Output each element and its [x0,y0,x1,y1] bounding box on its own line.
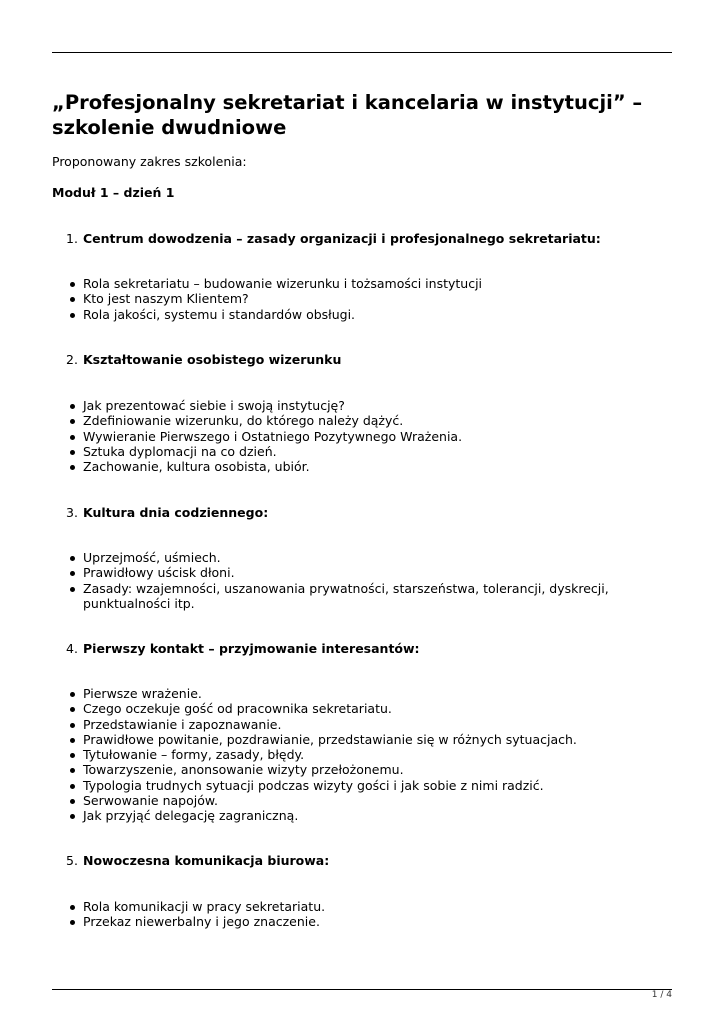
bullet-icon [70,419,75,424]
section-3-list [70,550,630,611]
list-item: Rola komunikacji w pracy sekretariatu. [70,899,630,914]
section-title: Kultura dnia codziennego: [83,505,269,520]
list-item: Rola jakości, systemu i standardów obsługi. [70,307,630,322]
bullet-icon [70,556,75,561]
bullet-icon [70,753,75,758]
section-4-list [70,686,630,824]
list-item: Rola sekretariatu – budowanie wizerunku i tożsamości instytucji [70,276,630,291]
section-2-list [70,398,630,474]
list-item: Sztuka dyplomacji na co dzień. [70,444,630,459]
list-item: Tytułowanie – formy, zasady, błędy. [70,747,630,762]
bullet-icon [70,768,75,773]
section-heading-1 [66,231,601,246]
section-title: Pierwszy kontakt – przyjmowanie interesantów: [83,641,420,656]
intro-text: Proponowany zakres szkolenia: [52,154,247,169]
list-item: Prawidłowy uścisk dłoni. [70,565,630,580]
bullet-icon [70,920,75,925]
list-item: Jak prezentować siebie i swoją instytucję? [70,398,630,413]
bullet-icon [70,784,75,789]
section-number: 2. [66,352,78,367]
bullet-icon [70,587,75,592]
bullet-icon [70,905,75,910]
section-number: 3. [66,505,78,520]
bullet-icon [70,571,75,576]
list-item: Jak przyjąć delegację zagraniczną. [70,808,630,823]
list-item: Pierwsze wrażenie. [70,686,630,701]
list-item: Przedstawianie i zapoznawanie. [70,717,630,732]
bullet-icon [70,313,75,318]
bullet-icon [70,738,75,743]
list-item: Czego oczekuje gość od pracownika sekretariatu. [70,701,630,716]
section-heading-5 [66,853,329,868]
footer-rule [52,989,672,990]
bullet-icon [70,723,75,728]
section-1-list [70,276,630,322]
bullet-icon [70,282,75,287]
document-title: „Profesjonalny sekretariat i kancelaria w instytucji” –szkolenie dwudniowe [52,91,643,139]
header-rule [52,52,672,53]
list-item: Typologia trudnych sytuacji podczas wizyty gości i jak sobie z nimi radzić. [70,778,630,793]
list-item: Przekaz niewerbalny i jego znaczenie. [70,914,630,929]
bullet-icon [70,814,75,819]
section-title: Nowoczesna komunikacja biurowa: [83,853,330,868]
section-title: Kształtowanie osobistego wizerunku [83,352,342,367]
bullet-icon [70,435,75,440]
section-title: Centrum dowodzenia – zasady organizacji i profesjonalnego sekretariatu: [83,231,601,246]
bullet-icon [70,465,75,470]
section-heading-3 [66,505,268,520]
module-heading: Moduł 1 – dzień 1 [52,185,175,200]
bullet-icon [70,450,75,455]
list-item: Prawidłowe powitanie, pozdrawianie, przedstawianie się w różnych sytuacjach. [70,732,630,747]
list-item: Towarzyszenie, anonsowanie wizyty przełożonemu. [70,762,630,777]
bullet-icon [70,297,75,302]
section-number: 4. [66,641,78,656]
list-item: Zdefiniowanie wizerunku, do którego należy dążyć. [70,413,630,428]
list-item: Zachowanie, kultura osobista, ubiór. [70,459,630,474]
page-indicator: 1 / 4 [651,990,672,1000]
bullet-icon [70,799,75,804]
bullet-icon [70,404,75,409]
bullet-icon [70,692,75,697]
bullet-icon [70,707,75,712]
section-number: 1. [66,231,78,246]
document-page [52,0,672,1024]
list-item: Kto jest naszym Klientem? [70,291,630,306]
section-heading-2 [66,352,341,367]
section-number: 5. [66,853,78,868]
list-item: Wywieranie Pierwszego i Ostatniego Pozytywnego Wrażenia. [70,429,630,444]
list-item: Uprzejmość, uśmiech. [70,550,630,565]
list-item: Zasady: wzajemności, uszanowania prywatności, starszeństwa, tolerancji, dyskrecji, punktualności itp. [70,581,630,612]
section-heading-4 [66,641,420,656]
section-5-list [70,899,630,930]
list-item: Serwowanie napojów. [70,793,630,808]
